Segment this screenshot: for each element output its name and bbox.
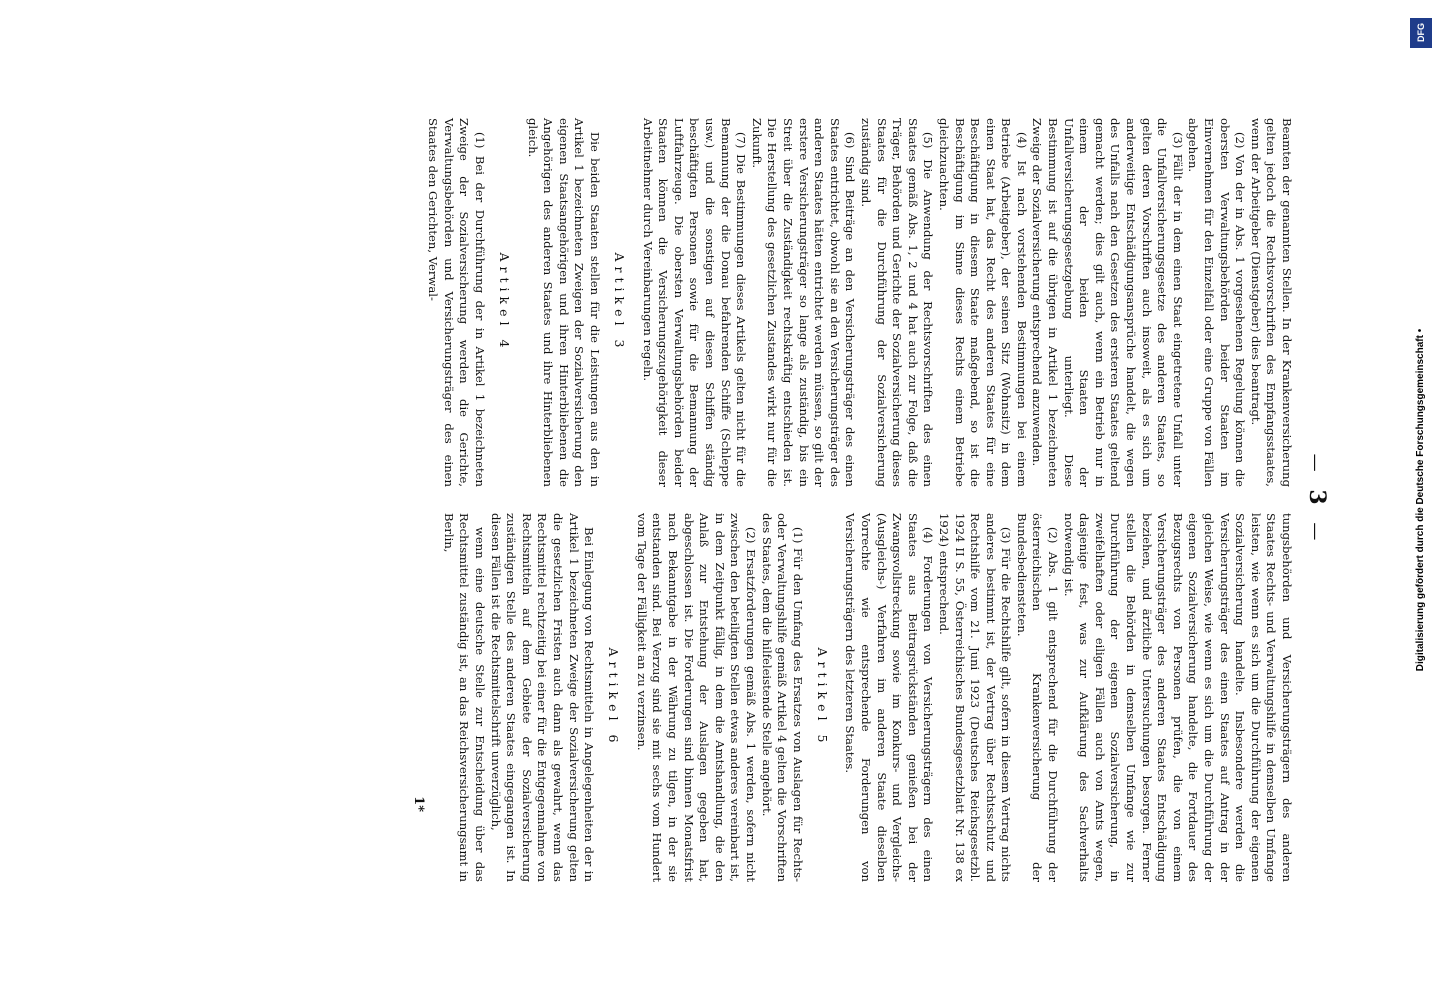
right-paragraph-3: (3) Für die Rechtshilfe gilt, sofern in diesem Vertrag nichts anderes bestimmt ist, der Vertrag über Rechtsschutz und Rechtshilfe vom 21. Juni 1923 (Deutsches Reichsgesetzbl. 1924 II S. 55, Österreichisches Bundesgesetzblatt Nr. 138 ex 1924) entsprechend. <box>936 513 1014 882</box>
sheet-signature-mark: 1* <box>411 796 427 812</box>
article-6-heading: Artikel 6 <box>606 647 622 748</box>
article-5-paragraph-2: (2) Ersatzforderungen gemäß Abs. 1 werden, sofern nicht zwischen den beteiligten Stellen etwas anderes vereinbart ist, in dem Zeitpunkt fällig, in dem die Amtshandlung, die den Anlaß zur Entstehung der Auslagen gegeben hat, abgeschlossen ist. Die Forderungen sind binnen Monatsfrist nach Bekanntgabe in der Währung zu tilgen, in der sie entstanden sind. Bei Verzug sind sie mit sechs vom Hundert vom Tage der Fälligkeit an zu verzinsen. <box>634 513 758 882</box>
article-3-paragraph-1: Die beiden Staaten stellen für die Leistungen aus den in Artikel 1 bezeichneten Zweigen der Sozialversicherung den eigenen Staatsangehörigen und ihren Hinterbliebenen die Angehörigen des anderen Staates und ihre Hinterbliebenen gleich. <box>525 118 603 487</box>
text-columns <box>411 118 1294 882</box>
left-paragraph-2: (2) Von der in Abs. 1 vorgesehenen Regelung können die obersten Verwaltungsbehörden beider Staaten im Einvernehmen für den Einzelfall oder eine Gruppe von Fällen abgehen. <box>1186 118 1248 487</box>
right-column <box>411 513 1294 882</box>
dfg-logo-icon: DFG <box>1410 18 1432 48</box>
page-header <box>1304 118 1330 882</box>
left-paragraph-3: (3) Fällt der in dem einen Staat eingetretene Unfall unter die Unfallversicherungsgesetze des anderen Staates, so gelten deren Vorschriften auch insoweit, als es sich um anderweitige Entschädigungsansprüche handelt, die wegen des Unfalls nach den Gesetzen des ersteren Staates geltend gemacht werden; dies gilt auch, wenn ein Betrieb nur in einem der beiden Staaten der Unfallversicherungsgesetzgebung unterliegt. Diese Bestimmung ist auf die übrigen in Artikel 1 bezeichneten Zweige der Sozialversicherung entsprechend anzuwenden. <box>1030 118 1185 487</box>
left-paragraph-7: (7) Die Bestimmungen dieses Artikels gelten nicht für die Bemannung der die Donau befahrenden Schiffe (Schleppe usw.) und die sonstigen auf diesen Schiffen ständig beschäftigten Personen sowie für die Bemannung der Luftfahrzeuge. Die obersten Verwaltungsbehörden beider Staaten können die Versicherungszugehörigkeit dieser Arbeitnehmer durch Vereinbarungen regeln. <box>640 118 749 487</box>
left-paragraph-1: Beamten der genannten Stellen. In der Krankenversicherung gelten jedoch die Rechtsvorschriften des Empfangsstaates, wenn der Arbeitgeber (Dienstgeber) dies beantragt. <box>1248 118 1294 487</box>
left-column <box>411 118 1294 487</box>
article-6-paragraph-1: Bei Einlegung von Rechtsmitteln in Angelegenheiten der in Artikel 1 bezeichneten Zweige der Sozialversicherung gelten die gesetzlichen Fristen auch dann als gewahrt, wenn das Rechtsmittel rechtzeitig bei einer für die Entgegennahme von Rechtsmitteln auf dem Gebiete der Sozialversicherung zuständigen Stelle des anderen Staates eingegangen ist. In diesen Fällen ist die Rechtsmittelschrift unverzüglich, <box>488 513 597 882</box>
article-4-paragraph-1: (1) Bei der Durchführung der in Artikel 1 bezeichneten Zweige der Sozialversicherung werden die Gerichte, Verwaltungsbehörden und Versicherungsträger des einen Staates den Gerichten, Verwal- <box>426 118 488 487</box>
left-paragraph-4: (4) Ist nach vorstehenden Bestimmungen bei einem Betriebe (Arbeitgeber), der seinen Sitz (Wohnsitz) in dem einen Staat hat, das Recht des anderen Staates für eine Beschäftigung in diesem Staate maßgebend, so ist die Beschäftigung im Sinne dieses Rechts einem Betriebe gleichzuachten. <box>936 118 1029 487</box>
article-5-paragraph-1: (1) Für den Umfang des Ersatzes von Auslagen für Rechts- oder Verwaltungshilfe gemäß Artikel 4 gelten die Vorschriften des Staates, dem die hilfeleistende Stelle angehört. <box>759 513 805 882</box>
left-paragraph-6: (6) Sind Beiträge an den Versicherungsträger des einen Staates entrichtet, obwohl sie an den Versicherungsträger des anderen Staates hätten entrichtet werden müssen, so gilt der erstere Versicherungsträger so lange als zuständig, bis ein Streit über die Zuständigkeit rechtskräftig entschieden ist. Die Herstellung des gesetzlichen Zustandes wirkt nur für die Zukunft. <box>749 118 858 487</box>
article-4-heading: Artikel 4 <box>497 252 513 353</box>
article-6-paragraph-2: wenn eine deutsche Stelle zur Entscheidung über das Rechtsmittel zuständig ist, an das Reichsversicherungsamt in Berlin, <box>441 513 488 882</box>
right-paragraph-1: tungsbehörden und Versicherungsträgern des anderen Staates Rechts- und Verwaltungshilfe in demselben Umfange leisten, wie wenn es sich um die Durchführung der eigenen Sozialversicherung handelte. Insbesondere werden die Versicherungsträger des einen Staates auf Antrag in der gleichen Weise, wie wenn es sich um die Durchführung der eigenen Sozialversicherung handelte, die Fortdauer des Bezugsrechts von Personen prüfen, die von einem Versicherungsträger des anderen Staates Entschädigung beziehen, und ärztliche Untersuchungen besorgen. Ferner stellen die Behörden in demselben Umfange wie zur Durchführung der eigenen Sozialversicherung, in zweifelhaften oder eiligen Fällen auch von Amts wegen, dasjenige fest, was zur Aufklärung des Sachverhalts notwendig ist. <box>1061 513 1294 882</box>
header-dash-left: — <box>1305 453 1326 478</box>
article-5-heading: Artikel 5 <box>814 647 830 748</box>
right-paragraph-4: (4) Forderungen von Versicherungsträgern des einen Staates aus Beitragsrückständen genießen bei der Zwangsvollstreckung sowie im Konkurs- und Vergleichs- (Ausgleichs-) Verfahren im anderen Staate dieselben Vorrechte wie entsprechende Forderungen von Versicherungsträgern des letzteren Staates. <box>843 513 936 882</box>
dfg-funding-note: Digitalisierung gefördert durch die Deutsche Forschungsgemeinschaft • <box>1415 328 1426 672</box>
left-paragraph-5: (5) Die Anwendung der Rechtsvorschriften des einen Staates gemäß Abs. 1, 2 und 4 hat auch zur Folge, daß die Träger, Behörden und Gerichte der Sozialversicherung dieses Staates für die Durchführung der Sozialversicherung zuständig sind. <box>858 118 936 487</box>
header-dash-right: — <box>1305 522 1326 547</box>
right-paragraph-2: (2) Abs. 1 gilt entsprechend für die Durchführung der österreichischen Krankenversicherung der Bundesbediensteten. <box>1014 513 1061 882</box>
dfg-side-note <box>1408 8 1434 992</box>
page-number: 3 <box>1304 489 1330 511</box>
article-3-heading: Artikel 3 <box>612 252 628 353</box>
